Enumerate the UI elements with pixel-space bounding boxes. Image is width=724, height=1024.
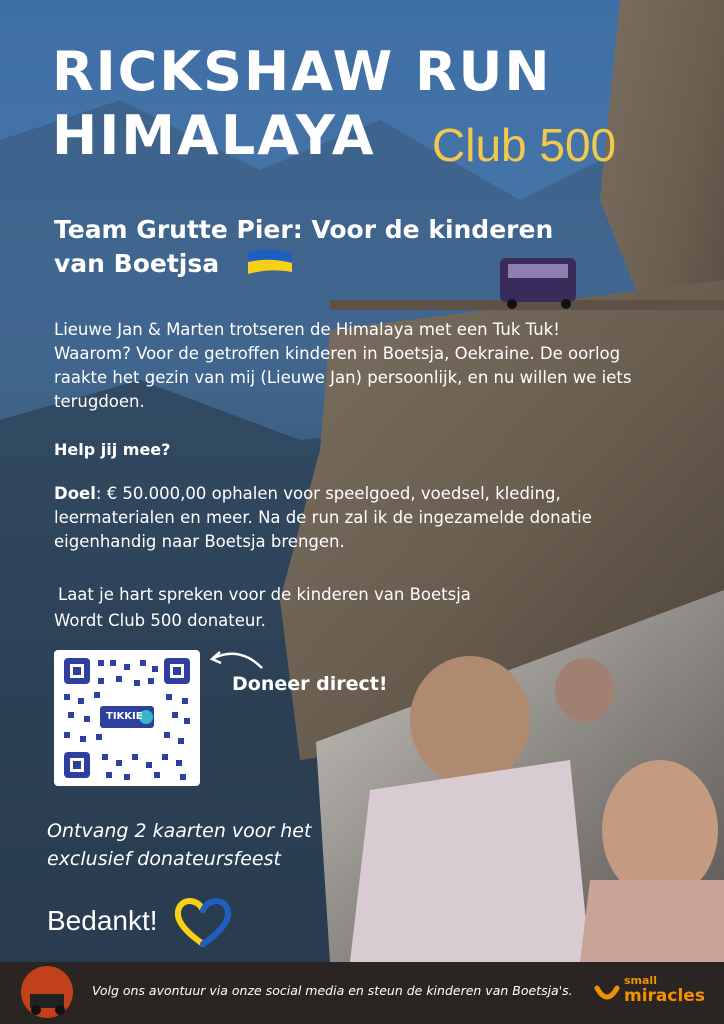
team-line-2-text: van Boetjsa bbox=[54, 249, 220, 278]
goal-line-1 bbox=[54, 482, 654, 506]
club-cta: Wordt Club 500 donateur. bbox=[54, 611, 266, 630]
footer-text: Volg ons avontuur via onze social media en steun de kinderen van Boetsja's. bbox=[92, 983, 573, 998]
intro-line: Waarom? Voor de getroffen kinderen in Boetsja, Oekraine. De oorlog bbox=[54, 344, 621, 363]
curved-arrow-icon bbox=[204, 646, 268, 672]
receive-tickets-text bbox=[47, 817, 347, 873]
rickshaw-logo-icon bbox=[20, 964, 74, 1020]
goal-line-2: leermaterialen en meer. Na de run zal ik de ingezamelde donatie bbox=[54, 508, 592, 527]
club-500-label: Club 500 bbox=[432, 119, 617, 171]
intro-paragraph bbox=[54, 318, 654, 414]
intro-line: terugdoen. bbox=[54, 392, 145, 411]
team-heading bbox=[54, 213, 654, 281]
intro-line: raakte het gezin van mij (Lieuwe Jan) persoonlijk, en nu willen we iets bbox=[54, 368, 632, 387]
tikkie-label: TIKKIE bbox=[106, 711, 143, 722]
heart-line: Laat je hart spreken voor de kinderen van Boetsja bbox=[58, 585, 471, 604]
team-line-2 bbox=[54, 247, 654, 281]
goal-label: Doel bbox=[54, 484, 96, 503]
goal-line-3: eigenhandig naar Boetsja brengen. bbox=[54, 532, 345, 551]
ukraine-flag-icon bbox=[244, 248, 296, 278]
team-line-1: Team Grutte Pier: Voor de kinderen bbox=[54, 215, 554, 244]
thanks-text: Bedankt! bbox=[47, 905, 158, 936]
intro-line: Lieuwe Jan & Marten trotseren de Himalaya met een Tuk Tuk! bbox=[54, 320, 560, 339]
goal-paragraph bbox=[54, 482, 654, 554]
title-line-2: HIMALAYA bbox=[52, 104, 376, 167]
title-line-1: RICKSHAW RUN bbox=[52, 40, 552, 103]
goal-text: : € 50.000,00 ophalen voor speelgoed, voedsel, kleding, bbox=[95, 484, 561, 503]
donate-label[interactable]: Doneer direct! bbox=[232, 673, 388, 695]
logo-big-text: miracles bbox=[624, 986, 705, 1006]
tikkie-qr-code[interactable] bbox=[54, 650, 200, 786]
receive-line-2: exclusief donateursfeest bbox=[47, 848, 281, 870]
smile-logo-icon bbox=[594, 982, 620, 1006]
logo-small-text: small bbox=[624, 974, 657, 987]
heart-icon bbox=[172, 896, 234, 948]
help-heading: Help jij mee? bbox=[54, 440, 171, 459]
receive-line-1: Ontvang 2 kaarten voor het bbox=[47, 820, 312, 842]
